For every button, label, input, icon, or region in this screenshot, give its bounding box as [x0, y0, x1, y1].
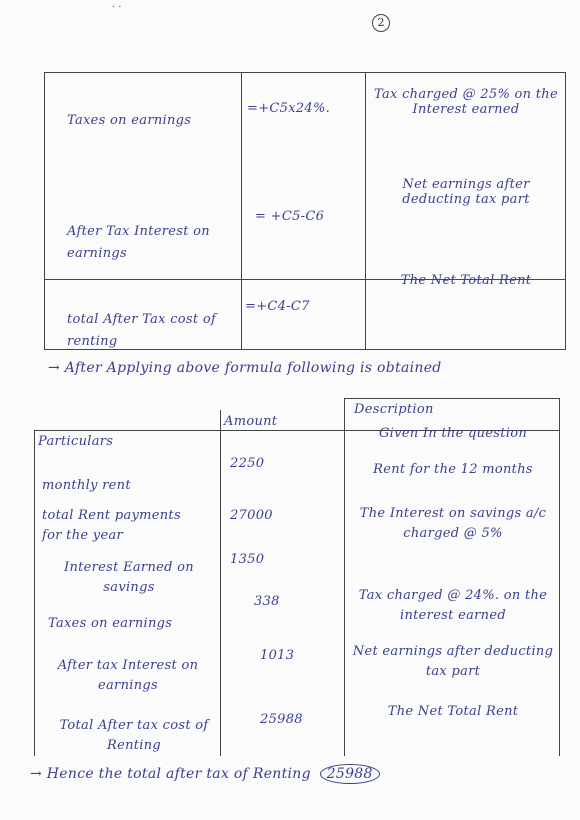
row-label: Total After tax cost of Renting	[59, 718, 209, 753]
table-border	[344, 398, 560, 399]
row-label: After tax Interest on earnings	[57, 658, 199, 693]
row-label: Taxes on earnings	[48, 616, 173, 631]
row-formula: =+C5x24%.	[247, 101, 331, 116]
top-marks: · ·	[112, 2, 122, 13]
table-border	[34, 430, 35, 756]
column-header: Particulars	[38, 434, 114, 449]
row-formula: = +C5-C6	[255, 209, 325, 224]
row-amount: 27000	[230, 508, 273, 523]
page-number: 2	[372, 14, 390, 32]
column-divider	[241, 73, 242, 349]
conclusion-text: → Hence the total after tax of Renting	[30, 766, 311, 782]
row-description: Net earnings after deducting tax part	[352, 644, 554, 679]
row-formula: =+C4-C7	[245, 299, 310, 314]
row-amount: 1013	[260, 648, 295, 663]
row-description: Rent for the 12 months	[373, 462, 533, 477]
column-divider	[344, 398, 345, 756]
row-description: The Net Total Rent	[387, 704, 519, 719]
note-text: → After Applying above formula following is obtained	[48, 360, 442, 376]
row-label: total Rent payments for the year	[42, 508, 181, 543]
row-label: Interest Earned on savings	[64, 560, 194, 595]
column-header: Amount	[224, 414, 278, 429]
row-description: The Net Total Rent	[400, 273, 532, 288]
column-divider	[365, 73, 366, 349]
row-label: total After Tax cost of renting	[67, 312, 217, 349]
column-header: Description	[354, 402, 434, 417]
row-label: monthly rent	[42, 478, 131, 493]
row-description: Tax charged @ 25% on the Interest earned	[374, 87, 558, 117]
row-label: After Tax Interest on earnings	[67, 224, 210, 261]
row-amount: 1350	[230, 552, 265, 567]
row-description: Given In the question	[378, 426, 528, 441]
column-divider	[220, 410, 221, 756]
row-description: The Interest on savings a/c charged @ 5%	[359, 506, 547, 541]
row-amount: 2250	[230, 456, 265, 471]
circled-total: 25988	[320, 764, 380, 784]
results-table	[34, 398, 560, 756]
row-amount: 25988	[260, 712, 303, 727]
formula-table	[44, 72, 566, 350]
row-description: Tax charged @ 24%. on the interest earned	[358, 588, 548, 623]
conclusion	[30, 764, 380, 784]
row-label: Taxes on earnings	[67, 113, 192, 128]
row-description: Net earnings after deducting tax part	[402, 177, 530, 207]
table-border	[559, 398, 560, 756]
row-amount: 338	[254, 594, 280, 609]
